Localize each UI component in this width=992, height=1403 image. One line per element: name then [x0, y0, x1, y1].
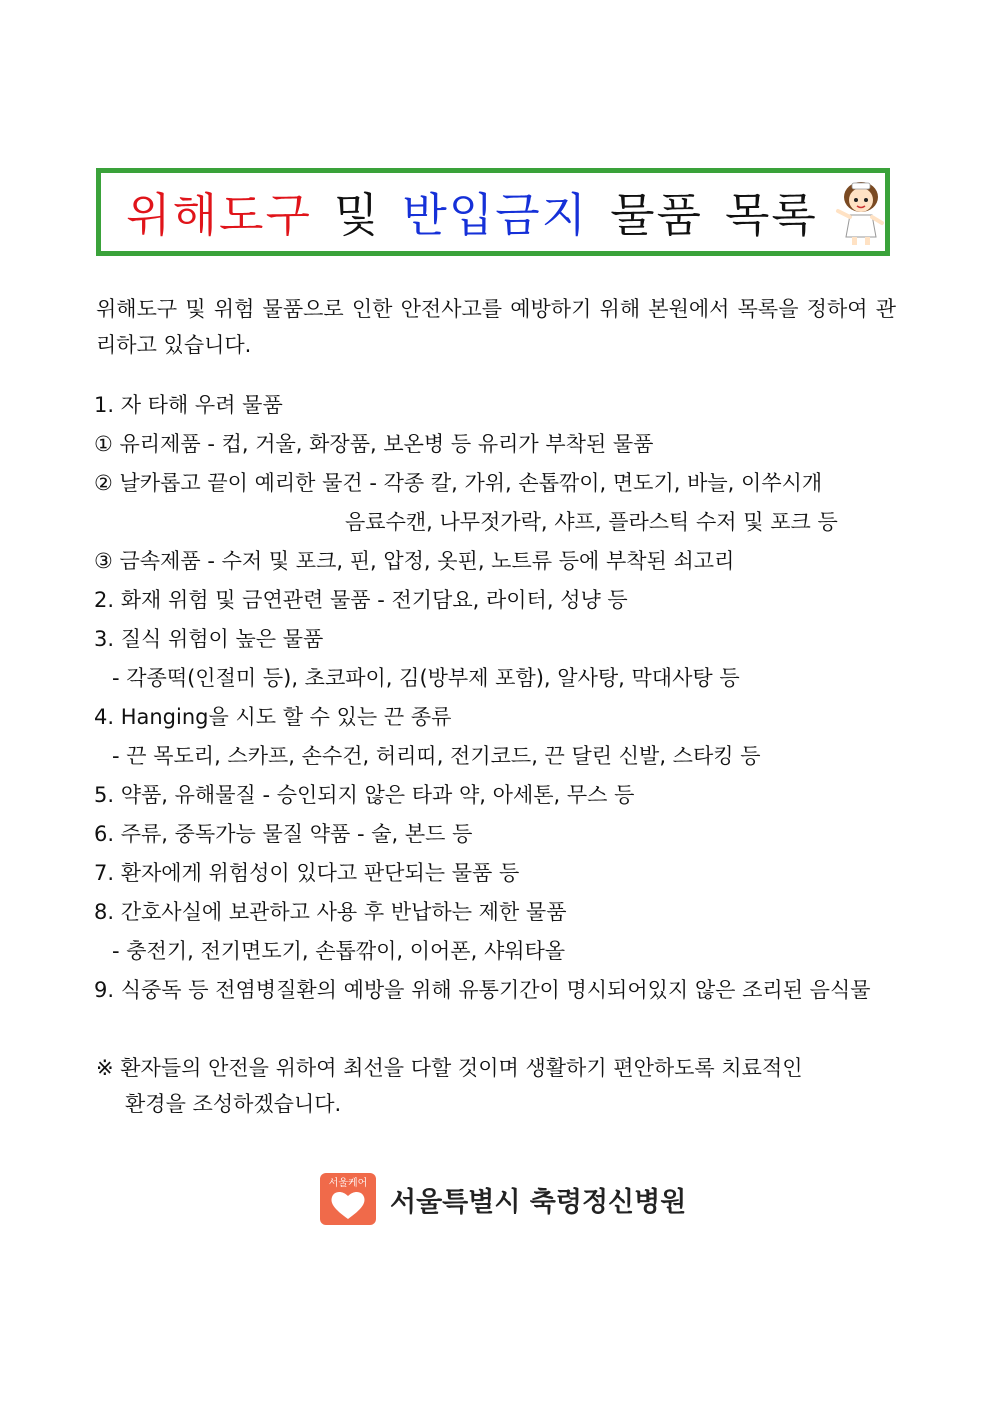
- hospital-name: 서울특별시 축령정신병원: [390, 1186, 687, 1218]
- title-part-hazard-tools: 위해도구: [126, 188, 312, 242]
- title-box: [96, 168, 890, 256]
- list-item-4-detail: - 끈 목도리, 스카프, 손수건, 허리띠, 전기코드, 끈 달린 신발, 스타킹 등: [112, 744, 761, 768]
- list-item-1-sharp-cont: 음료수캔, 나무젓가락, 샤프, 플라스틱 수저 및 포크 등: [345, 510, 838, 534]
- title-part-list: 목록: [724, 188, 818, 242]
- svg-text:서울케어: 서울케어: [328, 1178, 368, 1189]
- note-line-2: 환경을 조성하겠습니다.: [125, 1092, 342, 1116]
- title-part-and: 및: [333, 188, 381, 242]
- closing-note: [96, 1050, 896, 1122]
- nurse-mascot-icon: [832, 177, 890, 247]
- list-item-8: 8. 간호사실에 보관하고 사용 후 반납하는 제한 물품: [94, 900, 567, 924]
- item-list: [94, 386, 914, 1010]
- list-item-7: 7. 환자에게 위험성이 있다고 판단되는 물품 등: [94, 861, 520, 885]
- seoul-care-logo-icon: [320, 1173, 376, 1225]
- title-part-prohibited: 반입금지: [402, 188, 589, 242]
- list-item-3: 3. 질식 위험이 높은 물품: [94, 627, 324, 651]
- note-line-1: ※ 환자들의 안전을 위하여 최선을 다할 것이며 생활하기 편안하도록 치료적인: [96, 1056, 803, 1080]
- title-part-items: 물품: [610, 188, 703, 242]
- intro-paragraph: 위해도구 및 위험 물품으로 인한 안전사고를 예방하기 위해 본원에서 목록을 정하여 관리하고 있습니다.: [96, 297, 896, 357]
- list-item-2: 2. 화재 위험 및 금연관련 물품 - 전기담요, 라이터, 성냥 등: [94, 588, 628, 612]
- footer: [320, 1173, 686, 1225]
- list-item-1-sharp: ② 날카롭고 끝이 예리한 물건 - 각종 칼, 가위, 손톱깎이, 면도기, 바늘, 이쑤시개: [94, 471, 823, 495]
- page-title: [126, 177, 890, 247]
- list-item-8-detail: - 충전기, 전기면도기, 손톱깎이, 이어폰, 샤워타올: [112, 939, 566, 963]
- list-item-1-glass: ① 유리제품 - 컵, 거울, 화장품, 보온병 등 유리가 부착된 물품: [94, 432, 654, 456]
- list-item-4: 4. Hanging을 시도 할 수 있는 끈 종류: [94, 705, 452, 729]
- list-item-1-metal: ③ 금속제품 - 수저 및 포크, 핀, 압정, 옷핀, 노트류 등에 부착된 쇠고리: [94, 549, 735, 573]
- list-item-9: 9. 식중독 등 전염병질환의 예방을 위해 유통기간이 명시되어있지 않은 조리된 음식물: [94, 978, 871, 1002]
- list-item-1: 1. 자 타해 우려 물품: [94, 393, 283, 417]
- list-item-3-detail: - 각종떡(인절미 등), 초코파이, 김(방부제 포함), 알사탕, 막대사탕 등: [112, 666, 740, 690]
- list-item-6: 6. 주류, 중독가능 물질 약품 - 술, 본드 등: [94, 822, 473, 846]
- list-item-5: 5. 약품, 유해물질 - 승인되지 않은 타과 약, 아세톤, 무스 등: [94, 783, 635, 807]
